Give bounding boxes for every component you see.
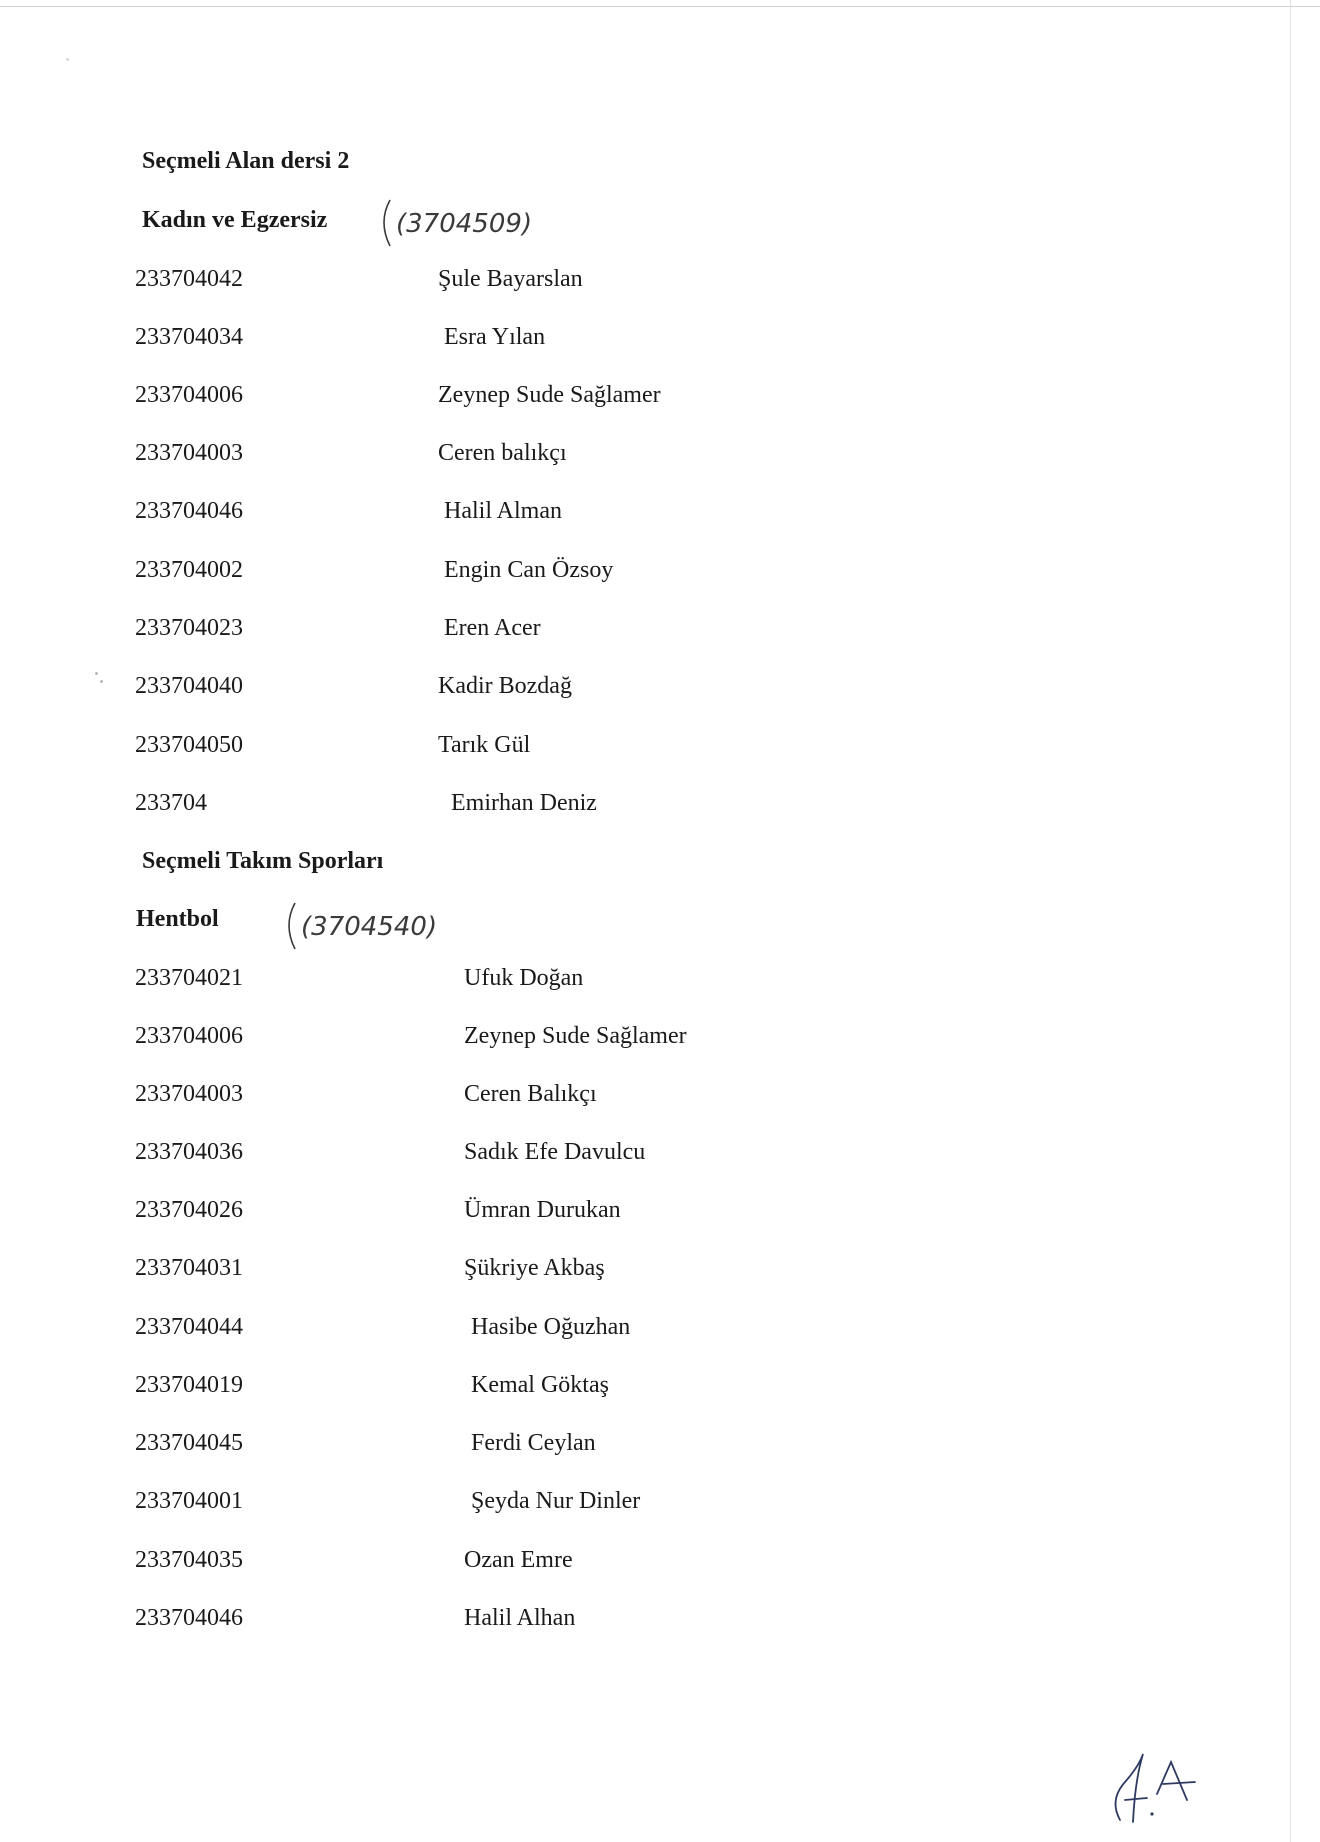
section2-name: Ferdi Ceylan	[471, 1430, 596, 1456]
section1-name: Emirhan Deniz	[451, 790, 597, 816]
section1-id: 233704034	[135, 324, 243, 350]
section2-id: 233704001	[135, 1488, 243, 1514]
section1-name: Kadir Bozdağ	[438, 673, 572, 699]
section1-name: Şule Bayarslan	[438, 266, 583, 292]
handwritten-code-2	[283, 895, 483, 955]
section2-heading: Seçmeli Takım Sporları	[142, 848, 384, 874]
section1-name: Ceren balıkçı	[438, 440, 567, 466]
section2-id: 233704044	[135, 1314, 243, 1340]
course-heading: Seçmeli Alan dersi 2	[142, 148, 350, 174]
section1-title: Kadın ve Egzersiz	[142, 207, 328, 233]
section1-id: 233704	[135, 790, 207, 816]
section2-id: 233704026	[135, 1197, 243, 1223]
section1-id: 233704003	[135, 440, 243, 466]
section2-name: Ümran Durukan	[464, 1197, 621, 1223]
section1-name: Halil Alman	[444, 498, 562, 524]
section2-id: 233704006	[135, 1023, 243, 1049]
section1-name: Esra Yılan	[444, 324, 546, 350]
handwritten-code-1-text: (3704509)	[396, 209, 533, 239]
section1-name: Tarık Gül	[438, 732, 531, 758]
section2-id: 233704003	[135, 1081, 243, 1107]
section2-id: 233704019	[135, 1372, 243, 1398]
section1-id: 233704050	[135, 732, 243, 758]
section1-id: 233704040	[135, 673, 243, 699]
section2-name: Şükriye Akbaş	[464, 1255, 605, 1281]
section1-name: Eren Acer	[444, 615, 541, 641]
section1-id: 233704023	[135, 615, 243, 641]
section2-name: Zeynep Sude Sağlamer	[464, 1023, 687, 1049]
section2-id: 233704036	[135, 1139, 243, 1165]
scan-speck	[100, 680, 103, 683]
section2-name: Sadık Efe Davulcu	[464, 1139, 646, 1165]
section2-title: Hentbol	[136, 906, 219, 932]
section1-id: 233704042	[135, 266, 243, 292]
section2-name: Ufuk Doğan	[464, 965, 584, 991]
scan-speck	[95, 672, 98, 675]
section2-id: 233704031	[135, 1255, 243, 1281]
section1-id: 233704002	[135, 557, 243, 583]
section2-name: Şeyda Nur Dinler	[471, 1488, 641, 1514]
section2-id: 233704046	[135, 1605, 243, 1631]
section2-id: 233704035	[135, 1547, 243, 1573]
section2-name: Hasibe Oğuzhan	[471, 1314, 631, 1340]
section1-name: Zeynep Sude Sağlamer	[438, 382, 661, 408]
section1-id: 233704006	[135, 382, 243, 408]
section1-id: 233704046	[135, 498, 243, 524]
handwritten-code-1	[376, 192, 576, 252]
handwritten-signature	[1095, 1740, 1205, 1830]
handwritten-code-2-text: (3704540)	[301, 912, 438, 942]
section2-name: Kemal Göktaş	[471, 1372, 609, 1398]
section2-name: Ceren Balıkçı	[464, 1081, 597, 1107]
scan-speck	[66, 58, 69, 61]
section1-name: Engin Can Özsoy	[444, 557, 614, 583]
page-edge-top	[0, 6, 1320, 7]
section2-name: Ozan Emre	[464, 1547, 573, 1573]
section2-id: 233704021	[135, 965, 243, 991]
page-edge-right	[1290, 0, 1291, 1842]
section2-name: Halil Alhan	[464, 1605, 576, 1631]
section2-id: 233704045	[135, 1430, 243, 1456]
